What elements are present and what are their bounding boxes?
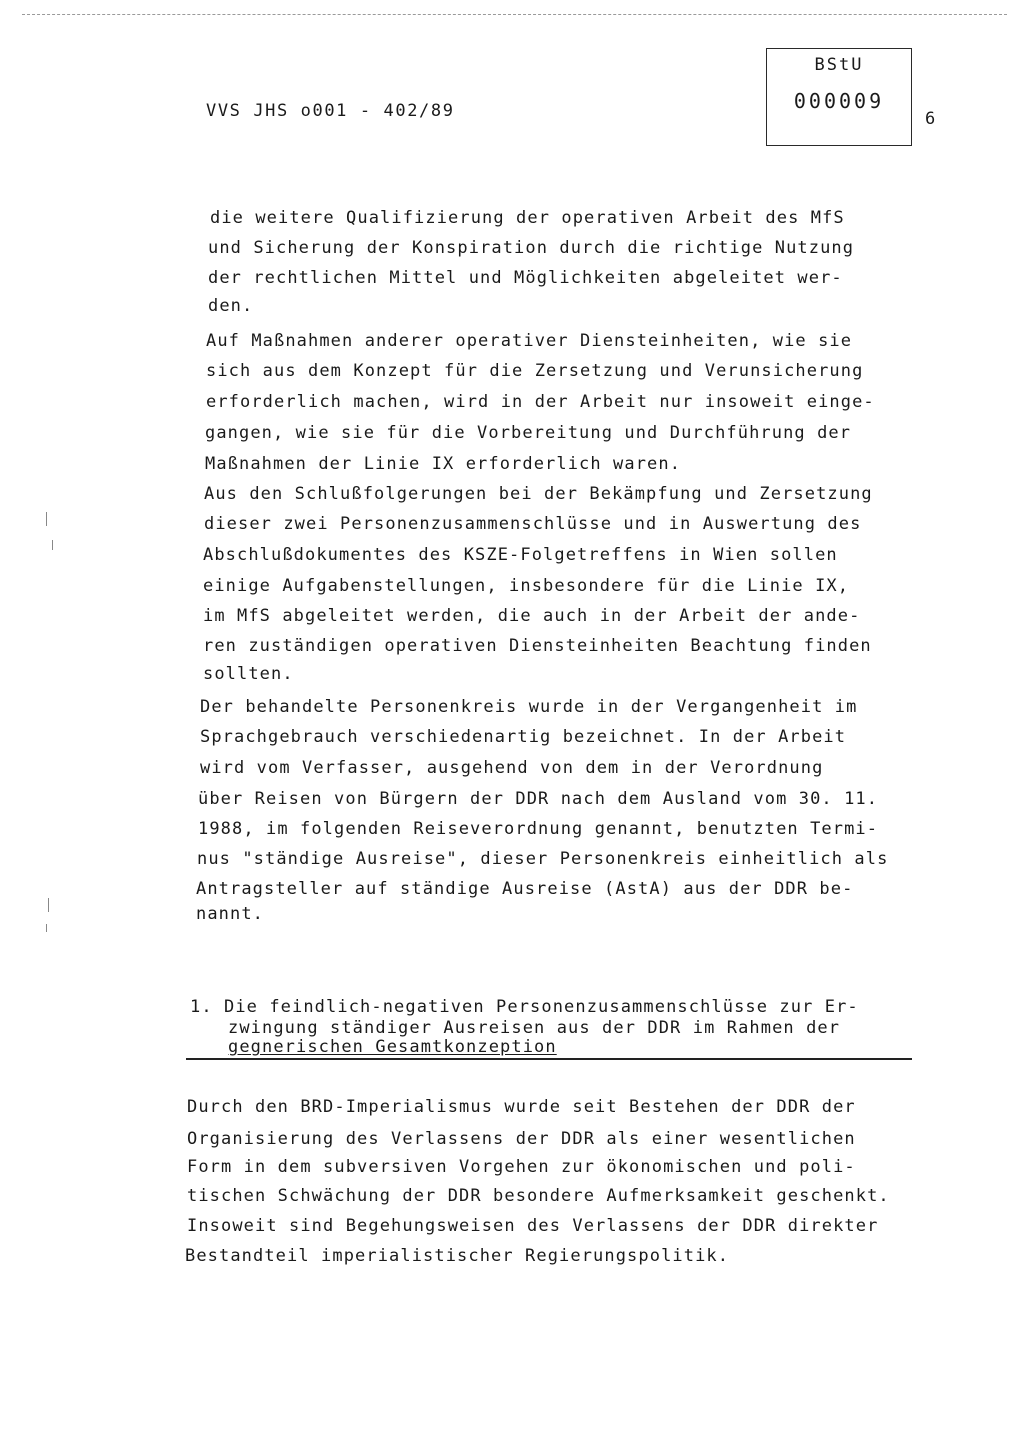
body-line: im MfS abgeleitet werden, die auch in der Arbeit der ande- <box>203 606 861 626</box>
body-line: Maßnahmen der Linie IX erforderlich waren. <box>205 454 682 474</box>
body-line: 1988, im folgenden Reiseverordnung genannt, benutzten Termi- <box>198 819 879 839</box>
margin-mark <box>46 924 47 932</box>
top-scan-edge <box>22 14 1007 15</box>
body-line: Antragsteller auf ständige Ausreise (AstA) aus der DDR be- <box>196 879 854 899</box>
stamp-label: BStU <box>814 55 864 75</box>
section-heading-line: gegnerischen Gesamtkonzeption <box>228 1037 557 1057</box>
body-line: über Reisen von Bürgern der DDR nach dem Ausland vom 30. 11. <box>198 789 879 809</box>
body-line: wird vom Verfasser, ausgehend von dem in der Verordnung <box>200 758 824 778</box>
section-body-line: Durch den BRD-Imperialismus wurde seit Bestehen der DDR der <box>187 1097 856 1117</box>
margin-mark <box>48 898 49 912</box>
section-body-line: Form in dem subversiven Vorgehen zur ökonomischen und poli- <box>187 1157 856 1177</box>
archive-stamp <box>766 48 912 146</box>
body-line: der rechtlichen Mittel und Möglichkeiten abgeleitet wer- <box>208 268 843 288</box>
body-line: Der behandelte Personenkreis wurde in der Vergangenheit im <box>200 697 858 717</box>
margin-mark <box>52 540 53 550</box>
body-line: sich aus dem Konzept für die Zersetzung und Verunsicherung <box>206 361 864 381</box>
body-line: ren zuständigen operativen Diensteinheiten Beachtung finden <box>203 636 872 656</box>
body-line: erforderlich machen, wird in der Arbeit nur insoweit einge- <box>206 392 875 412</box>
heading-rule <box>186 1058 912 1060</box>
section-body-line: Organisierung des Verlassens der DDR als einer wesentlichen <box>187 1129 856 1149</box>
document-reference: VVS JHS o001 - 402/89 <box>206 101 455 121</box>
section-body-line: Insoweit sind Begehungsweisen des Verlassens der DDR direkter <box>187 1216 879 1236</box>
stamp-number: 000009 <box>793 89 885 113</box>
section-body-line: Bestandteil imperialistischer Regierungspolitik. <box>185 1246 730 1266</box>
body-line: Abschlußdokumentes des KSZE-Folgetreffens in Wien sollen <box>203 545 838 565</box>
body-line: nus "ständige Ausreise", dieser Personenkreis einheitlich als <box>197 849 889 869</box>
body-line: einige Aufgabenstellungen, insbesondere für die Linie IX, <box>203 576 850 596</box>
body-line: nannt. <box>196 904 265 924</box>
margin-mark <box>46 512 47 526</box>
section-heading-line: 1. Die feindlich-negativen Personenzusammenschlüsse zur Er- <box>190 997 859 1017</box>
body-line: gangen, wie sie für die Vorbereitung und Durchführung der <box>205 423 852 443</box>
page-number: 6 <box>925 109 936 129</box>
body-line: und Sicherung der Konspiration durch die richtige Nutzung <box>208 238 855 258</box>
body-line: Sprachgebrauch verschiedenartig bezeichnet. In der Arbeit <box>200 727 847 747</box>
body-line: sollten. <box>203 664 294 684</box>
section-body-line: tischen Schwächung der DDR besondere Aufmerksamkeit geschenkt. <box>187 1186 890 1206</box>
body-line: Auf Maßnahmen anderer operativer Diensteinheiten, wie sie <box>206 331 853 351</box>
body-line: den. <box>208 296 254 316</box>
body-line: die weitere Qualifizierung der operativen Arbeit des MfS <box>210 208 845 228</box>
body-line: Aus den Schlußfolgerungen bei der Bekämpfung und Zersetzung <box>204 484 873 504</box>
section-heading-line: zwingung ständiger Ausreisen aus der DDR im Rahmen der <box>228 1018 841 1038</box>
body-line: dieser zwei Personenzusammenschlüsse und in Auswertung des <box>204 514 862 534</box>
